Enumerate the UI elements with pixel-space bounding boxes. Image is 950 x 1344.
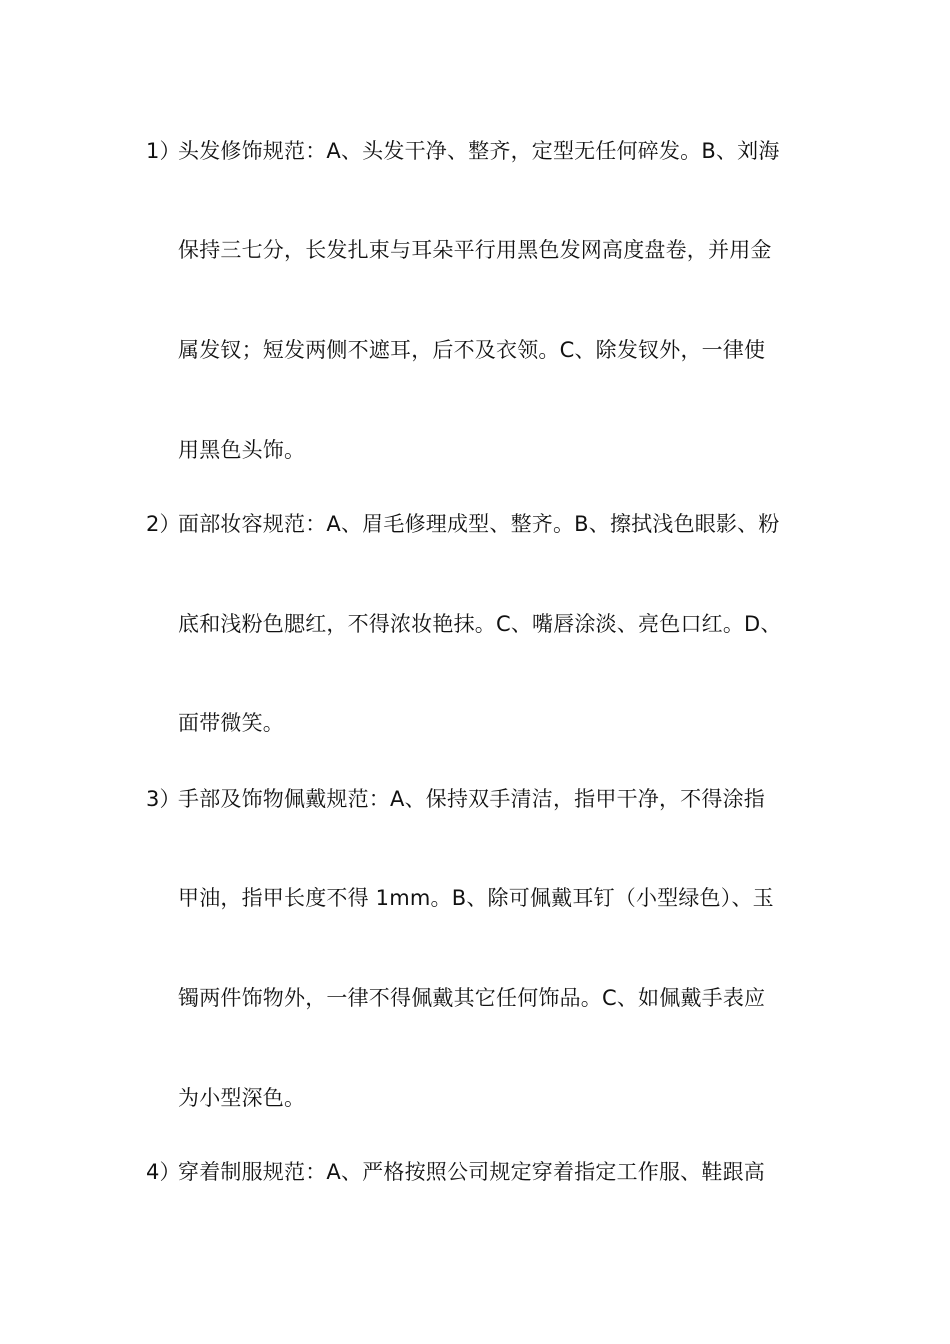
- item-2-number: 2）: [146, 512, 181, 536]
- item-3-line-2: 甲油，指甲长度不得 1mm。B、除可佩戴耳钉（小型绿色）、玉: [178, 886, 774, 910]
- item-4-number: 4）: [146, 1160, 181, 1184]
- item-3-line-4: 为小型深色。: [178, 1086, 306, 1110]
- item-2-line-3: 面带微笑。: [178, 711, 284, 735]
- item-1-number: 1）: [146, 139, 181, 163]
- item-1-line-3: 属发钗；短发两侧不遮耳，后不及衣领。C、除发钗外，一律使: [178, 338, 766, 362]
- item-1-line-2: 保持三七分，长发扎束与耳朵平行用黑色发网高度盘卷，并用金: [178, 238, 772, 262]
- item-1-line-4: 用黑色头饰。: [178, 438, 306, 462]
- item-2-line-1: 面部妆容规范：A、眉毛修理成型、整齐。B、擦拭浅色眼影、粉: [178, 512, 780, 536]
- item-1-line-1: 头发修饰规范：A、头发干净、整齐，定型无任何碎发。B、刘海: [178, 139, 780, 163]
- item-2-line-2: 底和浅粉色腮红，不得浓妆艳抹。C、嘴唇涂淡、亮色口红。D、: [178, 612, 782, 636]
- item-3-line-3: 镯两件饰物外，一律不得佩戴其它任何饰品。C、如佩戴手表应: [178, 986, 766, 1010]
- item-3-line-1: 手部及饰物佩戴规范：A、保持双手清洁，指甲干净，不得涂指: [178, 787, 765, 811]
- item-3-number: 3）: [146, 787, 181, 811]
- item-4-line-1: 穿着制服规范：A、严格按照公司规定穿着指定工作服、鞋跟高: [178, 1160, 765, 1184]
